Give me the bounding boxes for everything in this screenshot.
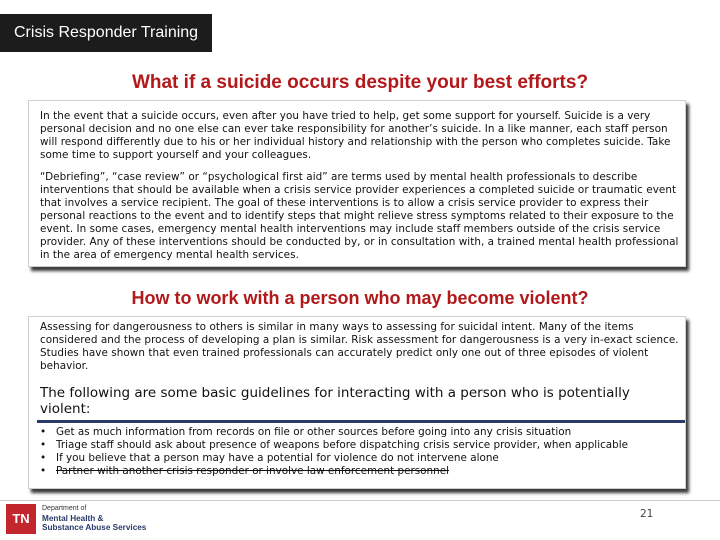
list-item: • Get as much information from records on file or other sources before going into any crisis situation: [38, 426, 678, 439]
logo-wordmark: [42, 504, 162, 533]
page-number: 21: [640, 508, 654, 520]
footer-divider: [0, 500, 720, 501]
slide-title-bar: [0, 14, 212, 52]
slide-title: Crisis Responder Training: [14, 24, 199, 41]
suicide-section-paragraph-1: In the event that a suicide occurs, even after you have tried to help, get some support for yourself. Suicide is a very personal decision and no one else can ever take responsibility for another’s suicide. In a like manner, each staff person will respond differently due to his or her individual history and relationship with the person who completes suicide. Take some time to support yourself and your colleagues.: [40, 110, 671, 161]
violence-section-heading: How to work with a person who may become violent?: [131, 288, 589, 308]
list-item: • Partner with another crisis responder or involve law enforcement personnel: [38, 465, 678, 478]
violence-section-paragraph: Assessing for dangerousness to others is similar in many ways to assessing for suicidal intent. Many of the items considered and the process of developing a plan is similar. Risk assessment for dangerousness is a very in-exact science. Studies have shown that even trained professionals can accurately predict only one out of three episodes of violent behavior.: [40, 321, 679, 372]
guidelines-divider: [37, 420, 685, 423]
suicide-section-heading: What if a suicide occurs despite your best efforts?: [131, 72, 589, 93]
tn-logo-icon: TN: [6, 504, 36, 534]
logo-line-1: Department of: [42, 505, 87, 512]
tn-dmhsas-logo: [6, 504, 156, 536]
suicide-section-paragraph-2: “Debriefing”, “case review” or “psychological first aid” are terms used by mental health professionals to describe interventions that should be available when a crisis service provider experiences a completed suicide or traumatic event that involves a service recipient. The goal of these interventions is to allow a crisis service provider to express their personal reactions to the event and to identify steps that might relieve stress symptoms related to their exposure to the event. In some cases, emergency mental health interventions may include staff members outside of the crisis service provider. Any of these interventions should be conducted by, or in consultation with, a trained mental health professional in the area of emergency mental health services.: [40, 171, 679, 261]
guidelines-subheading: The following are some basic guidelines for interacting with a person who is potentially violent:: [40, 385, 630, 417]
logo-line-2: Mental Health &: [42, 513, 104, 523]
logo-line-3: Substance Abuse Services: [42, 523, 147, 532]
guidelines-list: [38, 426, 678, 478]
list-item: • Triage staff should ask about presence of weapons before dispatching crisis service provider, when applicable: [38, 439, 678, 452]
list-item: • If you believe that a person may have a potential for violence do not intervene alone: [38, 452, 678, 465]
